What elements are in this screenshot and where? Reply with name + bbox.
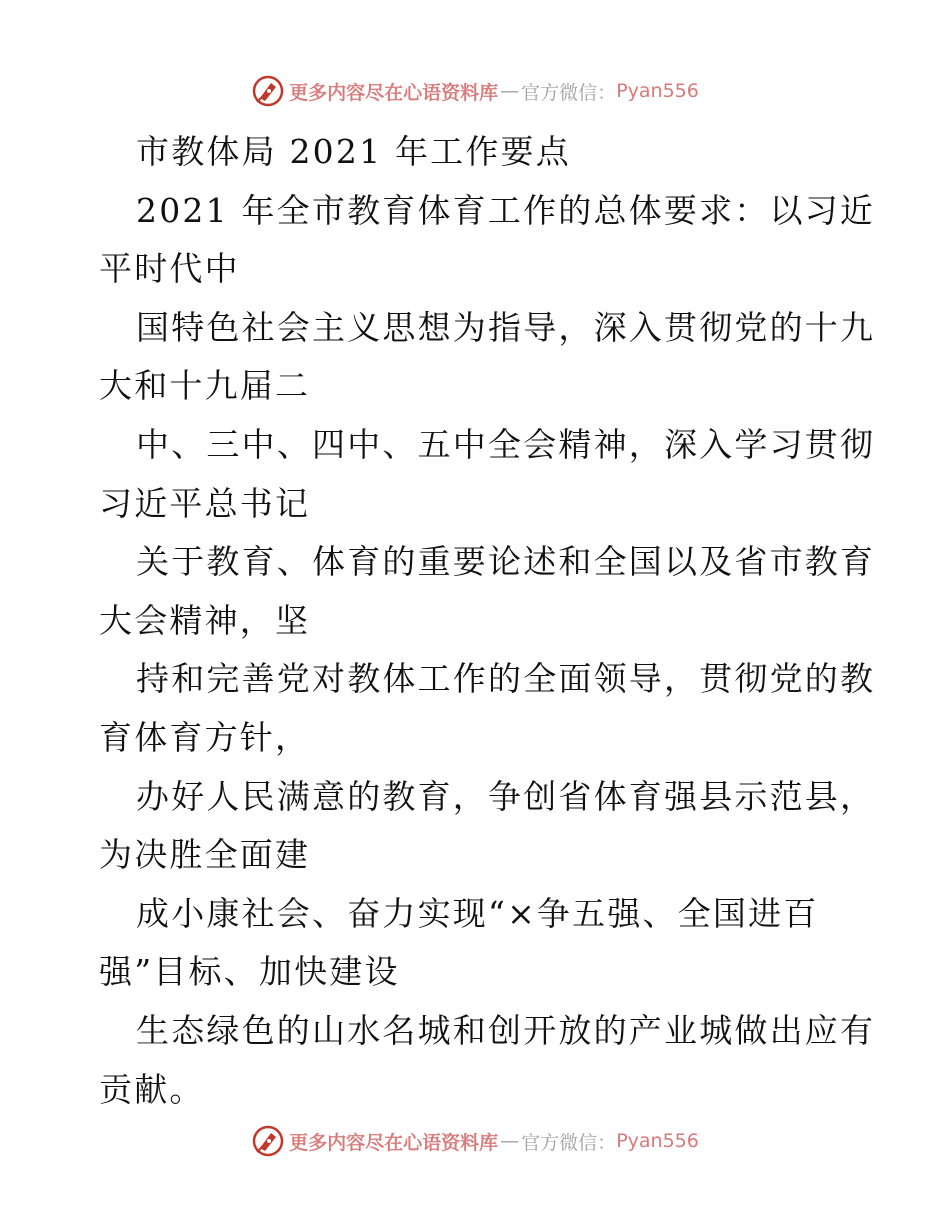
document-title: 市教体局 2021 年工作要点 — [136, 132, 571, 171]
banner-wechat-id: Pyan556 — [616, 80, 699, 102]
paragraph-line: 习近平总书记 — [99, 483, 311, 523]
paragraph-line: 贡献。 — [99, 1069, 205, 1109]
banner-wechat-label: 官方微信： — [521, 1131, 617, 1154]
document-body — [99, 123, 876, 1119]
paragraph-line: 生态绿色的山水名城和创开放的产业城做出应有 — [136, 1010, 876, 1050]
paragraph-line: 平时代中 — [99, 249, 240, 289]
paragraph-line: 为决胜全面建 — [99, 835, 311, 875]
paragraph-line: 中、三中、四中、五中全会精神，深入学习贯彻 — [136, 424, 876, 464]
banner-dash: — — [500, 1130, 520, 1152]
banner-dash: — — [500, 80, 520, 102]
pen-nib-logo-icon — [251, 74, 285, 108]
paragraph-line: 育体育方针， — [99, 717, 311, 757]
banner-brand-text: 更多内容尽在心语资料库 — [289, 1131, 499, 1154]
paragraph-line: 2021 年全市教育体育工作的总体要求：以习近 — [136, 190, 876, 230]
banner-wechat-label: 官方微信： — [521, 81, 617, 104]
paragraph-line: 国特色社会主义思想为指导，深入贯彻党的十九 — [136, 307, 876, 347]
paragraph-line: 强”目标、加快建设 — [99, 952, 400, 992]
paragraph-line: 持和完善党对教体工作的全面领导，贯彻党的教 — [136, 659, 876, 699]
paragraph-line: 关于教育、体育的重要论述和全国以及省市教育 — [136, 542, 876, 582]
paragraph-line: 大会精神，坚 — [99, 600, 311, 640]
banner-brand-text: 更多内容尽在心语资料库 — [289, 81, 499, 104]
paragraph-line: 成小康社会、奋力实现“×争五强、全国进百 — [136, 893, 819, 933]
paragraph-line: 大和十九届二 — [99, 366, 311, 406]
header-watermark-banner — [0, 71, 950, 111]
footer-watermark-banner — [0, 1121, 950, 1161]
paragraph-line: 办好人民满意的教育，争创省体育强县示范县， — [136, 776, 876, 816]
pen-nib-logo-icon — [251, 1124, 285, 1158]
banner-wechat-id: Pyan556 — [616, 1130, 699, 1152]
